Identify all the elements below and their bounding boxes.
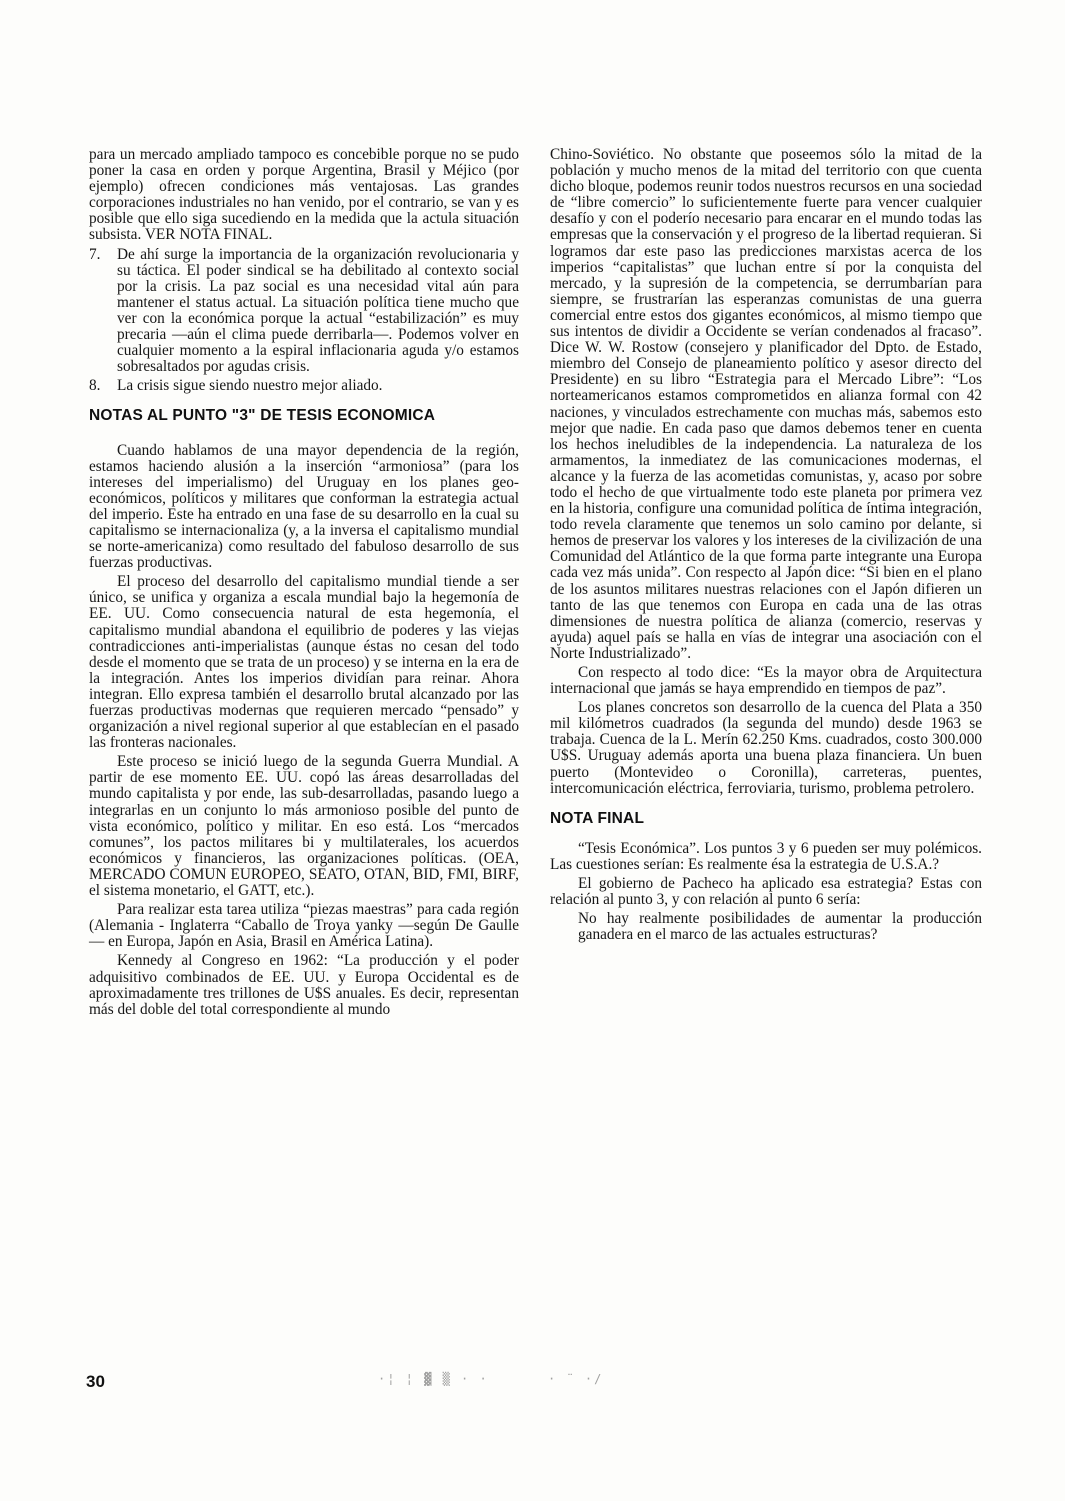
section-heading: NOTAS AL PUNTO "3" DE TESIS ECONOMICA bbox=[89, 407, 436, 425]
numbered-item-8 bbox=[89, 378, 519, 394]
page-number: 30 bbox=[86, 1372, 105, 1391]
scan-artifact: ·¦ ¦ ▓ ▒ · · bbox=[378, 1372, 489, 1386]
paragraph: Para realizar esta tarea utiliza “piezas maestras” para cada región (Alemania - Inglaterra “Caballo de Troya yanky —según De Gaulle— en Europa, Japón en Asia, Brasil en América Latina). bbox=[89, 901, 519, 951]
paragraph: El proceso del desarrollo del capitalismo mundial tiende a ser único, se unifica y organiza a escala mundial bajo la hegemonía de EE. UU. Como consecuencia natural de esta hegemonía, el capitalismo mundial abandona el equilibrio de poderes y las viejas contradicciones anti-imperialistas (aunque éstas no cesan del todo desde el momento que se trata de un proceso) y se interna en la era de la integración. Antes los imperios dividían para reinar. Ahora integran. Ello expresa también el desarrollo brutal alcanzado por las fuerzas productivas modernas que requieren mercado “pensado” y organización a nivel regional superior al que establecían en el pasado las fronteras nacionales. bbox=[89, 573, 519, 752]
scan-artifact: · ¨ ·/ bbox=[548, 1372, 604, 1386]
numbered-item-7 bbox=[89, 247, 519, 376]
left-column bbox=[89, 147, 519, 1021]
item-number: 7. bbox=[89, 245, 101, 263]
right-column bbox=[550, 147, 982, 946]
paragraph: Este proceso se inició luego de la segunda Guerra Mundial. A partir de ese momento EE. UU. copó las áreas desarrolladas del mundo capitalista y por ende, las sub-desarrolladas, pasando luego a integrarlas en un conjunto lo más armonioso posible del punto de vista económico, político y militar. En eso está. Los “mercados comunes”, los pactos militares bi y multilaterales, los acuerdos económicos y financieros, las organizaciones políticas. (OEA, MERCADO COMUN EUROPEO, SEATO, OTAN, BID, FMI, BIRF, el sistema monetario, el GATT, etc.). bbox=[89, 753, 519, 900]
paragraph: Kennedy al Congreso en 1962: “La producción y el poder adquisitivo combinados de EE. UU. y Europa Occidental es de aproximadamente tres trillones de U$S anuales. Es decir, representan más del doble del total correspondiente al mundo bbox=[89, 952, 519, 1018]
paragraph: Con respecto al todo dice: “Es la mayor obra de Arquitectura internacional que jamás se haya emprendido en tiempos de paz”. bbox=[550, 664, 982, 698]
paragraph: Los planes concretos son desarrollo de la cuenca del Plata a 350 mil kilómetros cuadrados (la segunda del mundo) desde 1963 se trabaja. Cuenca de la L. Merín 62.250 Kms. cuadrados, costo 300.000 U$S. Uruguay además aporta una buena plaza financiera. Un buen puerto (Montevideo o Coronilla), carreteras, puentes, intercomunicación eléctrica, ferroviaria, turismo, problema petrolero. bbox=[550, 699, 982, 797]
paragraph: El gobierno de Pacheco ha aplicado esa estrategia? Estas con relación al punto 3, y con relación al punto 6 sería: bbox=[550, 875, 982, 909]
paragraph: para un mercado ampliado tampoco es concebible porque no se pudo poner la casa en orden y porque Argentina, Brasil y Méjico (por ejemplo) ofrecen condiciones más ventajosas. Las grandes corporaciones industriales no han venido, por el contrario, se van y es posible que ello siga sucediendo en la medida que la actula situación subsista. VER NOTA FINAL. bbox=[89, 146, 519, 244]
item-text: La crisis sigue siendo nuestro mejor aliado. bbox=[117, 377, 383, 395]
item-text: De ahí surge la importancia de la organización revolucionaria y su táctica. El poder sindical se ha debilitado al contexto social por la crisis. La paz social es una necesidad vital aún para mantener el status actual. La situación política tiene mucho que ver con la económica porque la actual “estabilización” es muy precaria —aún el clima puede derribarla—. Podemos volver en cualquier momento a la espiral inflacionaria aguda y/o estamos sobresaltados por agudas crisis. bbox=[117, 245, 519, 376]
section-heading: NOTA FINAL bbox=[550, 809, 645, 827]
item-number: 8. bbox=[89, 377, 101, 395]
paragraph: Cuando hablamos de una mayor dependencia de la región, estamos haciendo alusión a la inserción “armoniosa” (para los intereses del imperialismo) del Uruguay en los planes geo-económicos, políticos y militares que conforman la estrategia actual del imperio. Este ha entrado en una fase de su desarrollo en la cual su capitalismo se internacionaliza (y, a la inversa el capitalismo mundial se norte-americaniza) como resultado del fabuloso desarrollo de sus fuerzas productivas. bbox=[89, 441, 519, 572]
paragraph: Chino-Soviético. No obstante que poseemos sólo la mitad de la población y mucho menos de la mitad del territorio con que cuenta dicho bloque, podemos reunir todos nuestros recursos en una sociedad de “libre comercio” lo suficientemente fuerte para vencer cualquier desafío y con el poderío necesario para encarar en el mundo todas las empresas que la conservación y el progreso de la libertad requieran. Si logramos dar este paso las predicciones marxistas acerca de los imperios “capitalistas” que luchan entre sí por la conquista del mercado, y la supresión de la competencia, se derrumbarían para siempre, se frustrarían las esperanzas comunistas de una guerra comercial entre estos dos gigantes económicos, al mismo tiempo que sus intentos de dividir a Occidente se verían condenados al fracaso”. Dice W. W. Rostow (consejero y planificador del Dpto. de Estado, miembro del Consejo de planeamiento político y asesor directo del Presidente) en su libro “Estrategia para el Mercado Libre”: “Los norteamericanos estamos comprometidos en alianza formal con 42 naciones, y vinculados estrechamente con muchas más, sabemos esto mejor que nadie. En cada paso que damos debemos tener en cuenta los hechos ineludibles de la independencia. La naturaleza de los armamentos, la inmediatez de las comunicaciones modernas, el alcance y la fuerza de las acometidas comunistas, y, acaso por sobre todo el hecho de que virtualmente todo este planeta por primera vez en la historia, configure una comunidad política de íntima integración, todo revela claramente que tenemos un solo camino por delante, si hemos de preservar los valores y los intereses de la civilización de una Comunidad del Atlántico de la que forma parte integrante una Europa cada vez más unida”. Con respecto al Japón dice: “Si bien en el plano de los asuntos militares nuestras relaciones con el Japón difieren un tanto de las que tenemos con Europa en cada una de las otras dimensiones de nuestra política de alianza (comercio, reservas y ayuda) aquel país se halla en vías de integrar una asociación con el Norte Industrializado”. bbox=[550, 146, 982, 662]
paragraph: “Tesis Económica”. Los puntos 3 y 6 pueden ser muy polémicos. Las cuestiones serían: Es realmente ésa la estrategia de U.S.A.? bbox=[550, 839, 982, 873]
quoted-question: No hay realmente posibilidades de aumentar la producción ganadera en el marco de las actuales estructuras? bbox=[578, 910, 982, 944]
